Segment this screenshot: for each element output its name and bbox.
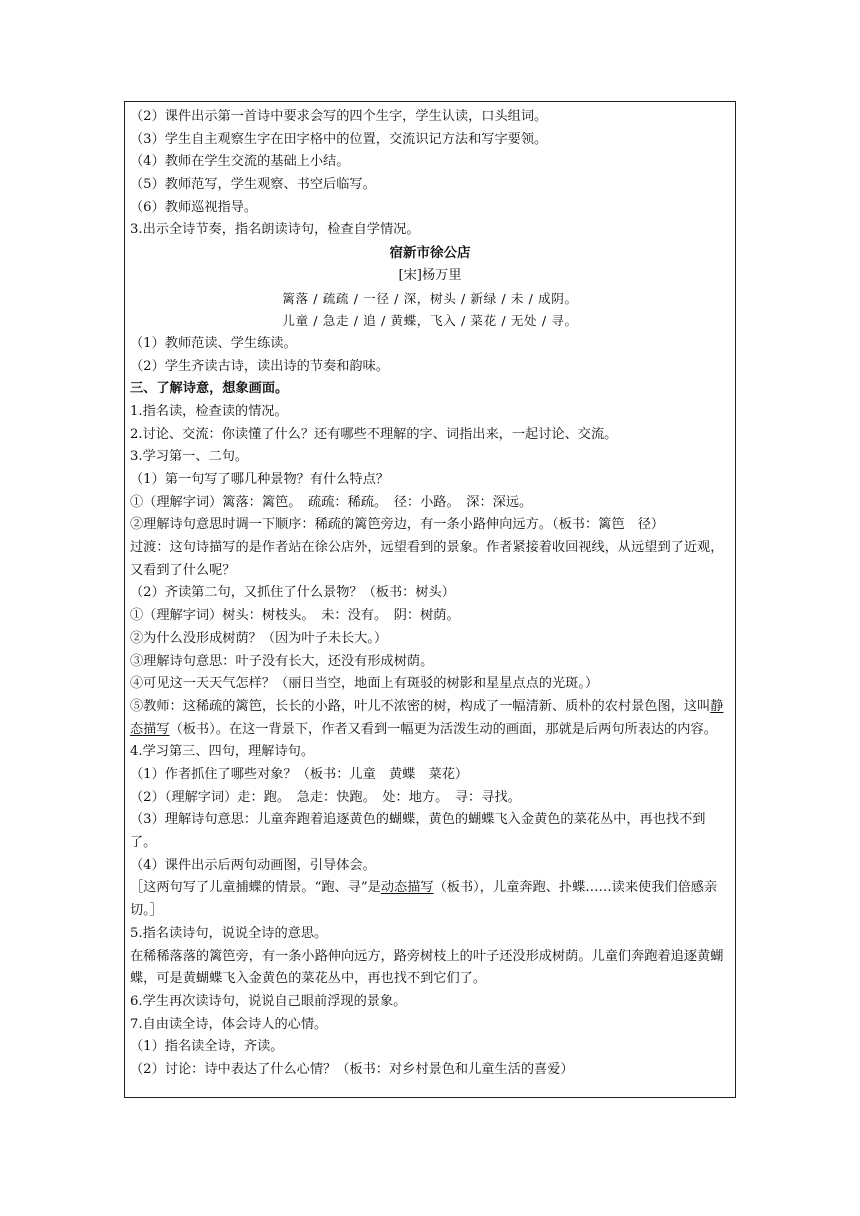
text-line: （1）作者抓住了哪些对象？（板书：儿童 黄蝶 菜花）: [130, 767, 469, 782]
text-line: ①（理解字词）篱落：篱笆。 疏疏：稀疏。 径：小路。 深：深远。: [130, 494, 533, 510]
text-line: 7.自由读全诗，体会诗人的心情。: [130, 1016, 328, 1032]
text-line: ①（理解字词）树头：树枝头。 未：没有。 阴：树荫。: [130, 608, 460, 624]
text-line: （2）（理解字词）走：跑。 急走：快跑。 处：地方。 寻：寻找。: [130, 789, 521, 805]
text-paragraph: （3）理解诗句意思：儿童奔跑着追逐黄色的蝴蝶，黄色的蝴蝶飞入金黄色的菜花丛中，再也找不到了。: [130, 812, 706, 851]
poem-title: 宿新市徐公店: [389, 245, 471, 262]
text-line: 3.学习第一、二句。: [130, 449, 249, 465]
text-line: （4）教师在学生交流的基础上小结。: [130, 154, 350, 170]
lesson-plan-content: [130, 106, 730, 1082]
text-line: （2）讨论：诗中表达了什么心情？（板书：对乡村景色和儿童生活的喜爱）: [130, 1062, 574, 1078]
text-line: ②理解诗句意思时调一下顺序：稀疏的篱笆旁边，有一条小路伸向远方。（板书：篱笆 径）: [130, 517, 665, 533]
text-line: （2）学生齐读古诗，读出诗的节奏和韵味。: [130, 358, 389, 374]
text-span: （板书）。在这一背景下，作者又看到一幅更为活泼生动的画面，那就是后两句所表达的内容。: [169, 721, 717, 737]
poem-line: 篱落 / 疏疏 / 一径 / 深，树头 / 新绿 / 未 / 成阴。: [282, 290, 578, 306]
text-line: ③理解诗句意思：叶子没有长大，还没有形成树荫。: [130, 653, 434, 669]
text-line: （2）齐读第二句，又抓住了什么景物？（板书：树头）: [130, 585, 455, 601]
text-line: 5.指名读诗句，说说全诗的意思。: [130, 925, 328, 941]
section-heading: 三、了解诗意，想象画面。: [130, 381, 289, 397]
text-line: （1）第一句写了哪几种景物？有什么特点？: [130, 472, 389, 487]
text-span: ⑤教师：这稀疏的篱笆，长长的小路，叶儿不浓密的树，构成了一幅清新、质朴的农村景色图，这叫: [130, 698, 711, 714]
text-line: 6.学生再次读诗句，说说自己眼前浮现的景象。: [130, 993, 407, 1009]
text-line: （2）课件出示第一首诗中要求会写的四个生字，学生认读，口头组词。: [130, 109, 548, 124]
text-paragraph: [130, 696, 730, 741]
text-line: 2.讨论、交流：你读懂了什么？还有哪些不理解的字、词指出来，一起讨论、交流。: [130, 426, 618, 442]
text-line: （4）课件出示后两句动画图，引导体会。: [130, 857, 376, 873]
text-line: 1.指名读，检查读的情况。: [130, 403, 288, 419]
text-paragraph: [130, 877, 730, 922]
text-line: ④可见这一天天气怎样？（丽日当空，地面上有斑驳的树影和星星点点的光斑。）: [130, 676, 599, 692]
text-line: （1）教师范读、学生练读。: [130, 335, 297, 351]
text-line: 3.出示全诗节奏，指名朗读诗句，检查自学情况。: [130, 222, 420, 238]
text-line: （5）教师范写，学生观察、书空后临写。: [130, 177, 376, 193]
text-paragraph: 过渡：这句诗描写的是作者站在徐公店外，远望看到的景象。作者紧接着收回视线，从远望到了近观，又看到了什么呢？: [130, 540, 724, 578]
text-span: （板书），儿童奔跑、扑蝶……读来使我们倍感亲切。］: [130, 880, 718, 919]
text-line: （1）指名读全诗，齐读。: [130, 1039, 284, 1055]
poem-line: 儿童 / 急走 / 追 / 黄蝶，飞入 / 菜花 / 无处 / 寻。: [282, 313, 578, 329]
underlined-term: 动态描写: [380, 880, 434, 896]
underlined-term: 静态描写: [130, 698, 724, 737]
text-paragraph: 在稀稀落落的篱笆旁，有一条小路伸向远方，路旁树枝上的叶子还没形成树荫。儿童们奔跑着追逐黄蝴蝶，可是黄蝴蝶飞入金黄色的菜花丛中，再也找不到它们了。: [130, 948, 724, 987]
text-span: ［这两句写了儿童捕蝶的情景。“跑、寻”是: [130, 880, 381, 896]
poem-author: [宋]杨万里: [398, 267, 462, 283]
text-line: （3）学生自主观察生字在田字格中的位置，交流识记方法和写字要领。: [130, 131, 548, 147]
text-line: ②为什么没形成树荫？（因为叶子未长大。）: [130, 630, 388, 646]
text-line: （6）教师巡视指导。: [130, 199, 258, 215]
text-line: 4.学习第三、四句，理解诗句。: [130, 744, 315, 760]
